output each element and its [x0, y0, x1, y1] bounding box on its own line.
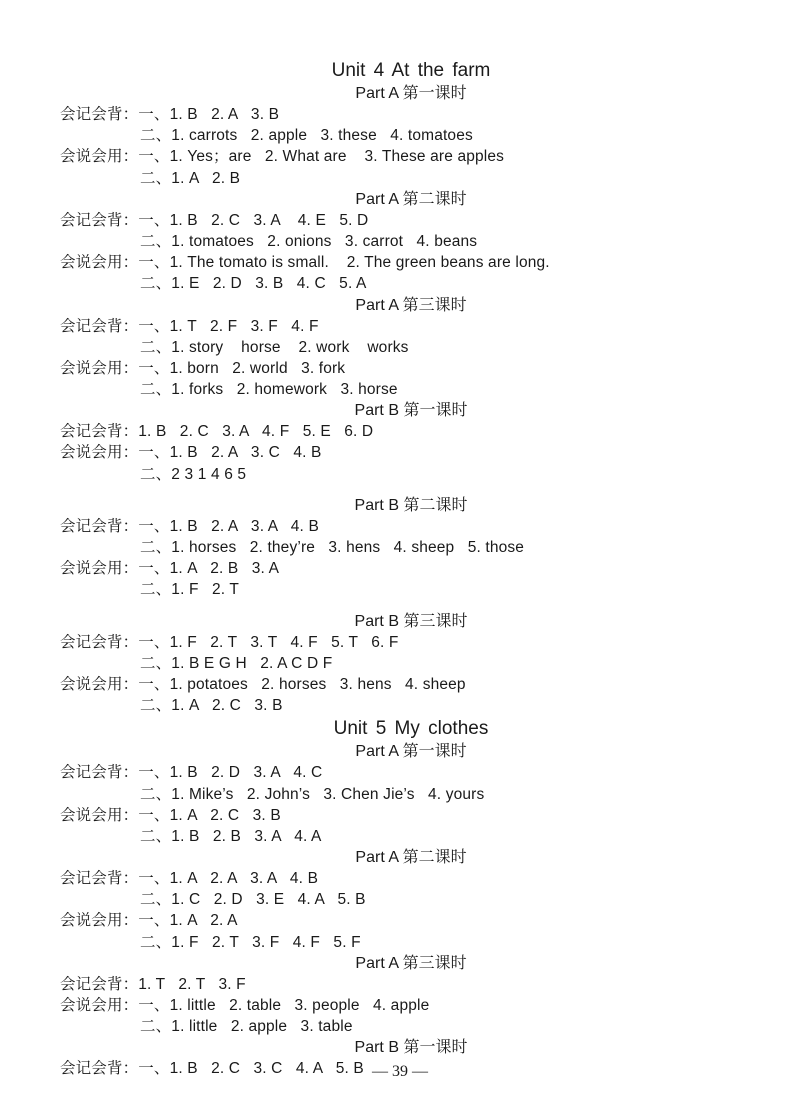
lesson-heading: Part A 第一课时 — [355, 743, 467, 761]
answer-text: 二、1. carrots 2. apple 3. these 4. tomatoes — [140, 127, 473, 145]
section-label: 会说会用： — [60, 444, 139, 462]
answer-line — [60, 558, 760, 579]
answer-line — [60, 537, 760, 558]
answer-line — [60, 125, 760, 146]
answer-text: 二、1. C 2. D 3. E 4. A 5. B — [140, 891, 366, 909]
answer-text: 1. T 2. T 3. F — [138, 975, 246, 993]
answer-line — [60, 358, 760, 379]
answer-line — [60, 252, 760, 273]
answer-line — [60, 421, 760, 442]
answer-line — [60, 579, 760, 600]
answer-line — [60, 316, 760, 337]
section-label: 会记会背： — [60, 975, 139, 993]
answer-text: 一、1. T 2. F 3. F 4. F — [138, 317, 319, 335]
answer-key-content — [60, 58, 760, 1080]
section-label: 会说会用： — [60, 997, 139, 1014]
section-label: 会说会用： — [60, 675, 139, 693]
section-label: 会记会背： — [60, 517, 139, 535]
section-label: 会说会用： — [60, 912, 139, 930]
answer-line — [60, 889, 760, 910]
section-label: 会说会用： — [60, 806, 139, 824]
spacer — [60, 601, 760, 611]
answer-text: 二、1. story horse 2. work works — [140, 338, 409, 356]
answer-line — [60, 826, 760, 847]
answer-text: 一、1. A 2. B 3. A — [138, 560, 280, 578]
answer-line — [60, 516, 760, 537]
answer-text: 一、1. F 2. T 3. T 4. F 5. T 6. F — [138, 633, 399, 651]
lesson-heading: Part B 第二课时 — [354, 496, 468, 514]
answer-line — [60, 273, 760, 294]
answer-text: 二、1. F 2. T 3. F 4. F 5. F — [140, 933, 361, 951]
section-label: 会说会用： — [60, 359, 139, 377]
lesson-heading: Part B 第一课时 — [354, 1039, 468, 1057]
answer-text: 一、1. B 2. A 3. C 4. B — [138, 444, 322, 462]
answer-line — [60, 337, 760, 358]
answer-text: 二、1. tomatoes 2. onions 3. carrot 4. beans — [140, 232, 478, 250]
answer-line — [60, 974, 760, 995]
answer-line — [60, 932, 760, 953]
answer-text: 一、1. B 2. C 3. C 4. A 5. B — [138, 1060, 364, 1078]
answer-line — [60, 104, 760, 125]
lesson-heading: Part A 第一课时 — [355, 85, 467, 102]
answer-line — [60, 632, 760, 653]
answer-line — [60, 868, 760, 889]
answer-line — [60, 168, 760, 189]
answer-text: 一、1. B 2. A 3. B — [138, 106, 280, 123]
section-label: 会记会背： — [60, 423, 139, 441]
section-label: 会记会背： — [60, 1060, 139, 1078]
answer-line — [60, 379, 760, 400]
lesson-heading: Part B 第三课时 — [354, 612, 468, 630]
section-label: 会说会用： — [60, 148, 139, 166]
answer-text: 二、1. E 2. D 3. B 4. C 5. A — [140, 275, 367, 293]
answer-line — [60, 442, 760, 463]
answer-text: 一、1. little 2. table 3. people 4. apple — [138, 997, 430, 1014]
answer-line — [60, 995, 760, 1016]
answer-line — [60, 674, 760, 695]
lesson-heading: Part B 第一课时 — [354, 402, 468, 420]
answer-text: 二、1. horses 2. they’re 3. hens 4. sheep 5. those — [140, 539, 525, 556]
answer-text: 一、1. A 2. C 3. B — [138, 806, 281, 824]
lesson-heading: Part A 第三课时 — [355, 296, 467, 314]
answer-text: 一、1. potatoes 2. horses 3. hens 4. sheep — [138, 675, 466, 693]
lesson-heading: Part A 第三课时 — [355, 954, 467, 972]
section-label: 会记会背： — [60, 870, 139, 888]
answer-text: 一、1. A 2. A — [138, 912, 238, 930]
section-label: 会记会背： — [60, 106, 139, 123]
answer-text: 二、2 3 1 4 6 5 — [140, 465, 247, 483]
answer-text: 二、1. little 2. apple 3. table — [140, 1018, 353, 1036]
answer-line — [60, 464, 760, 485]
answer-line — [60, 231, 760, 252]
section-label: 会记会背： — [60, 211, 139, 229]
answer-text: 一、1. B 2. D 3. A 4. C — [138, 764, 323, 782]
section-label: 会记会背： — [60, 764, 139, 782]
answer-text: 二、1. A 2. C 3. B — [140, 697, 283, 715]
page-number: — 39 — — [372, 1063, 428, 1080]
answer-text: 二、1. Mike’s 2. John’s 3. Chen Jie’s 4. yours — [140, 785, 485, 803]
answer-line — [60, 695, 760, 716]
answer-line — [60, 762, 760, 783]
spacer — [60, 485, 760, 495]
lesson-heading: Part A 第二课时 — [355, 849, 467, 867]
answer-text: 一、1. born 2. world 3. fork — [138, 359, 346, 377]
answer-text: 二、1. forks 2. homework 3. horse — [140, 381, 398, 399]
unit-title: Unit 4 At the farm — [331, 60, 491, 81]
answer-text: 一、1. Yes；are 2. What are 3. These are apples — [138, 148, 505, 166]
answer-text: 二、1. F 2. T — [140, 581, 239, 599]
section-label: 会记会背： — [60, 633, 139, 651]
section-label: 会说会用： — [60, 254, 139, 272]
answer-text: 1. B 2. C 3. A 4. F 5. E 6. D — [138, 423, 374, 441]
answer-line — [60, 784, 760, 805]
answer-line — [60, 805, 760, 826]
answer-text: 一、1. A 2. A 3. A 4. B — [138, 870, 319, 888]
section-label: 会说会用： — [60, 560, 139, 578]
unit-title: Unit 5 My clothes — [333, 718, 489, 740]
answer-line — [60, 653, 760, 674]
answer-text: 一、1. The tomato is small. 2. The green beans are long. — [138, 254, 550, 272]
answer-text: 二、1. B E G H 2. A C D F — [140, 654, 333, 672]
section-label: 会记会背： — [60, 317, 139, 335]
answer-text: 二、1. B 2. B 3. A 4. A — [140, 827, 322, 845]
answer-text: 一、1. B 2. A 3. A 4. B — [138, 517, 319, 535]
answer-line — [60, 210, 760, 231]
answer-line — [60, 910, 760, 931]
lesson-heading: Part A 第二课时 — [355, 190, 467, 208]
answer-text: 二、1. A 2. B — [140, 169, 241, 187]
answer-line — [60, 1016, 760, 1037]
answer-line — [60, 146, 760, 167]
answer-text: 一、1. B 2. C 3. A 4. E 5. D — [138, 211, 369, 229]
